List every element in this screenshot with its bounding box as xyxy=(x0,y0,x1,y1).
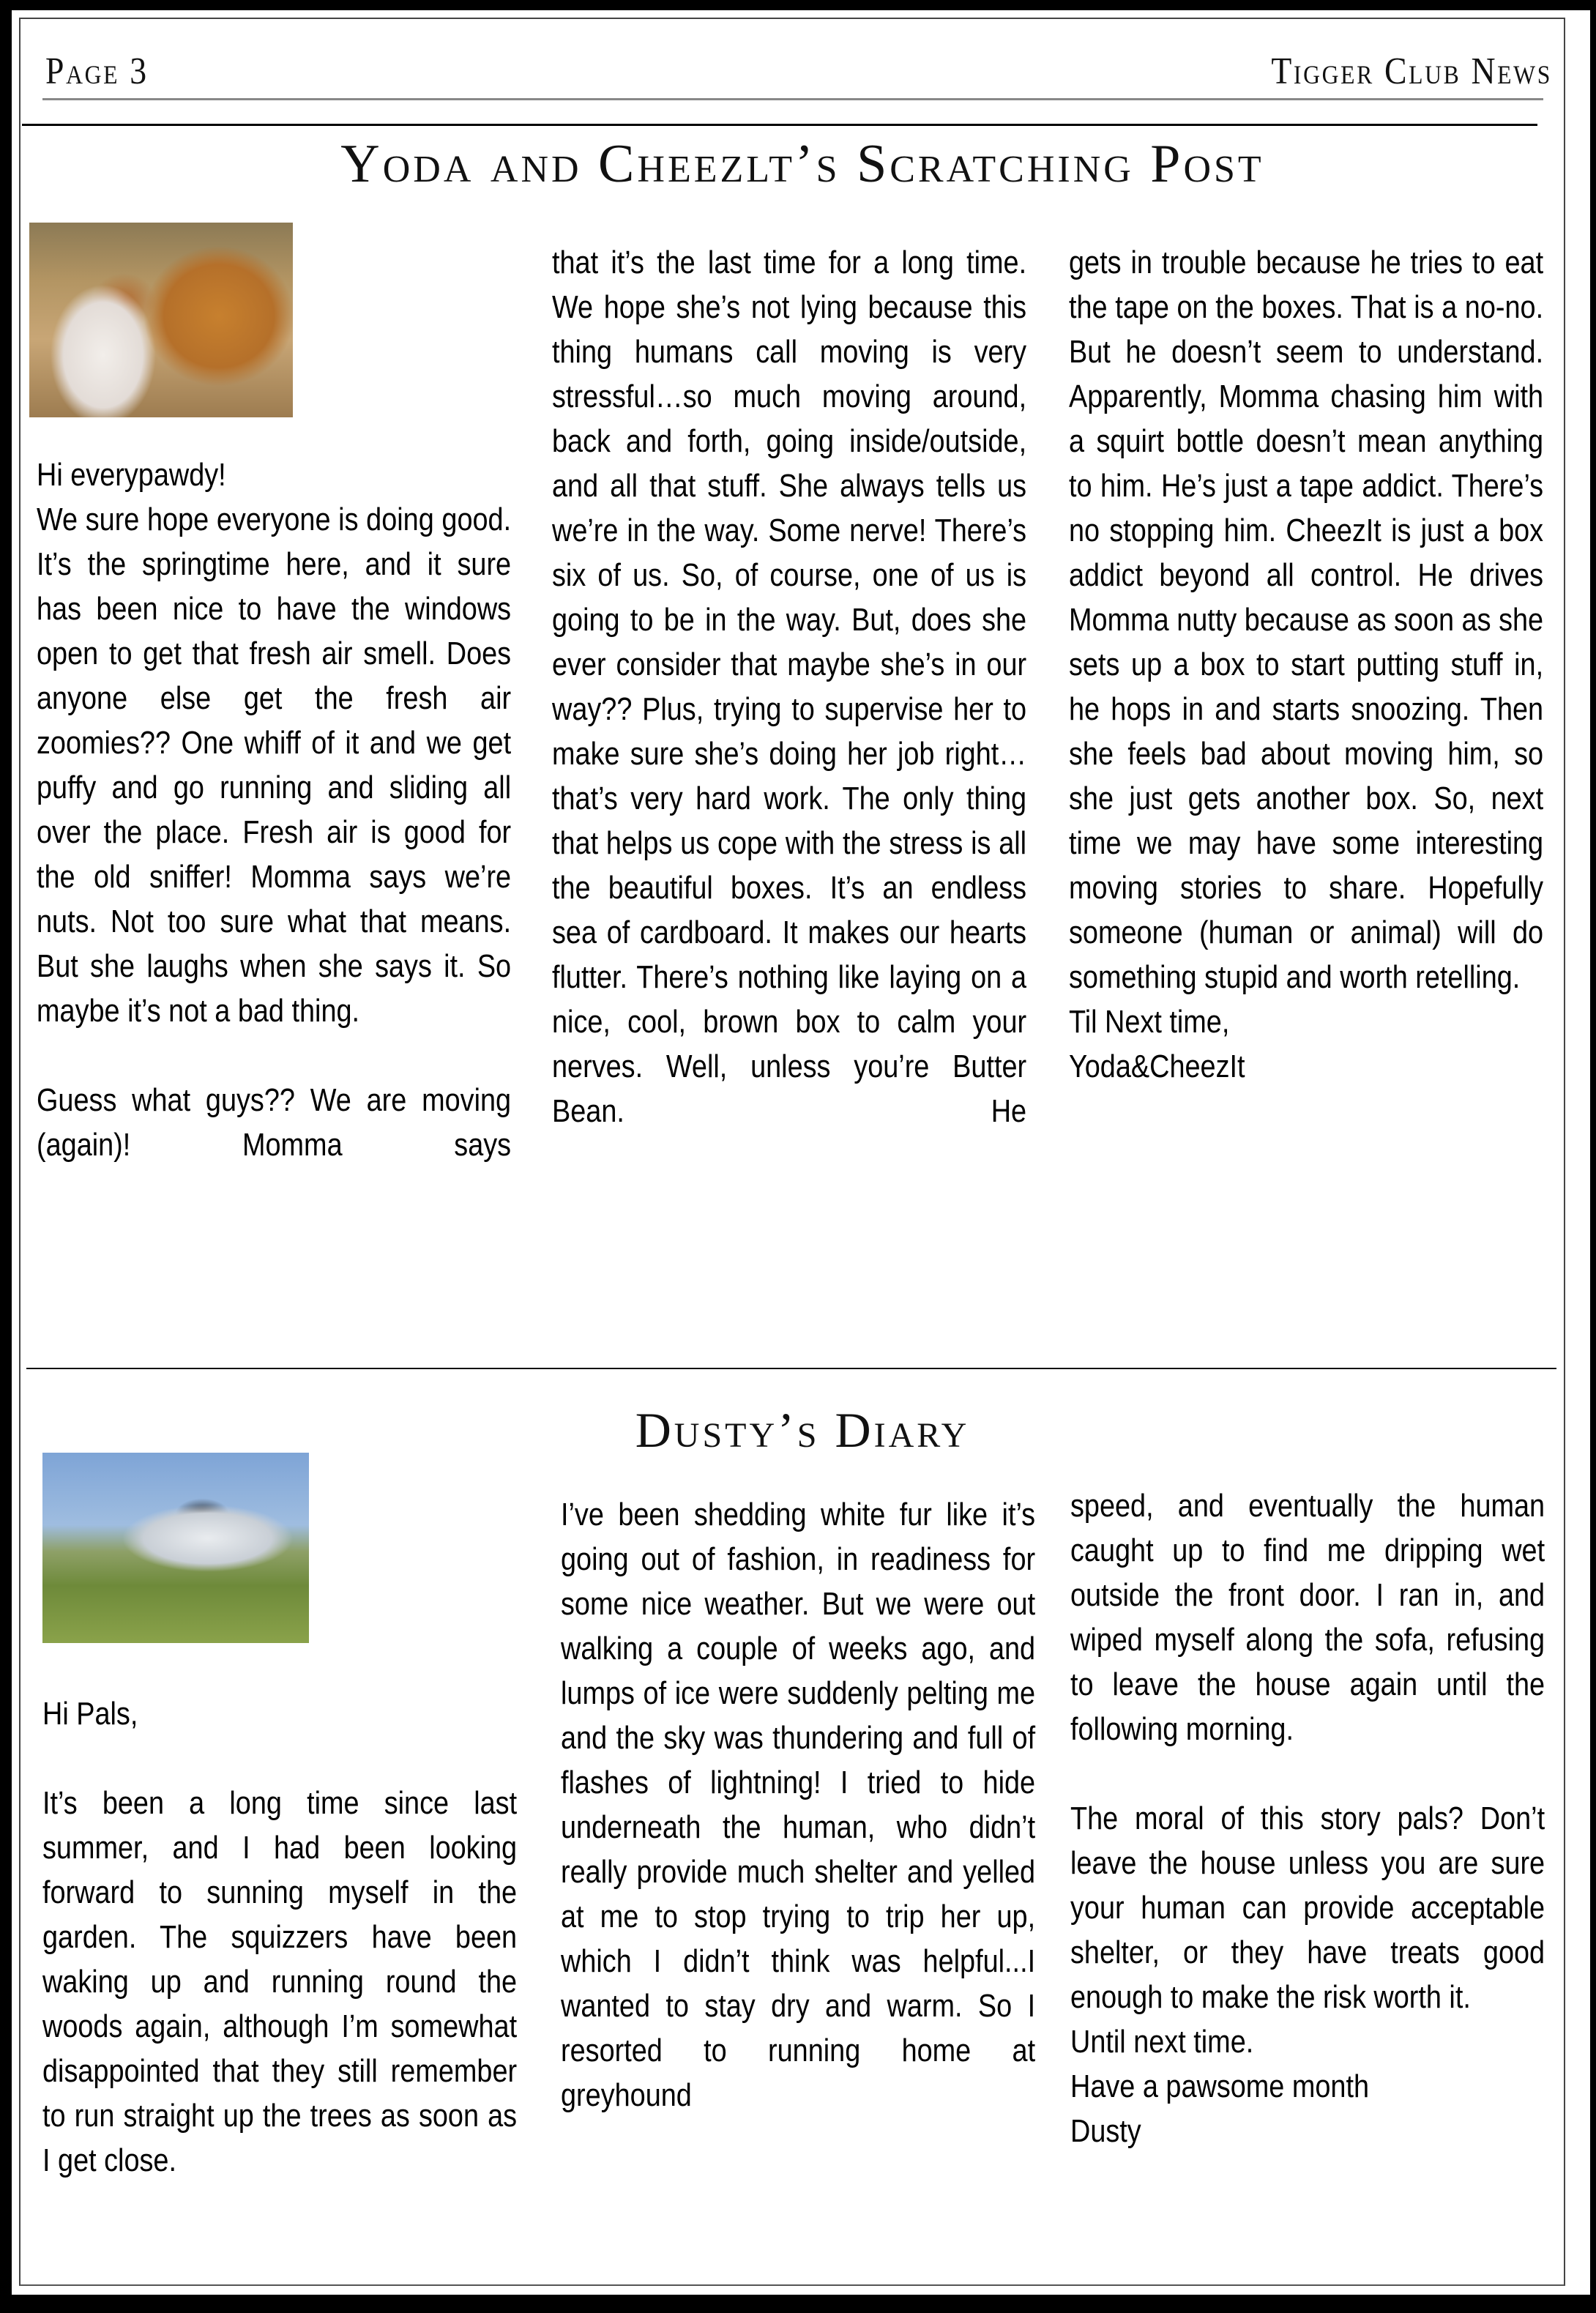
paragraph: Til Next time, xyxy=(1069,1004,1230,1040)
paragraph-gap xyxy=(42,1736,517,1781)
paragraph-gap xyxy=(1070,1751,1545,1796)
article-column xyxy=(1069,240,1543,1089)
paragraph: Hi everypawdy! xyxy=(37,457,226,493)
article-column xyxy=(1070,1483,1545,2153)
article-column xyxy=(561,1492,1035,2118)
paragraph: I’ve been shedding white fur like it’s going out of fashion, in readiness for some nice weather. But we were out walking a couple of weeks ago, and lumps of ice were suddenly pelting me and the sky was thundering and full of flashes of lightning! I tried to hide underneath the human, who didn’t really provide much shelter and yelled at me to stop trying to trip her up, which I didn’t think was helpful...I wanted to stay dry and warm. So I resorted to running home at greyhound xyxy=(561,1497,1036,2113)
paragraph: It’s been a long time since last summer, and I had been looking forward to sunning myself in the garden. The squizzers have been waking up and running round the woods again, although I’m somewhat disappointed that they still remember to run straight up the trees as soon as I get close. xyxy=(42,1785,518,2178)
paragraph: gets in trouble because he tries to eat the tape on the boxes. That is a no-no. But he doesn’t seem to understand. Apparently, Momma chasing him with a squirt bottle doesn’t mean anything to him. He’s just a tape addict. There’s no stopping him. CheezIt is just a box addict beyond all control. He drives Momma nutty because as soon as she sets up a box to start putting stuff in, he hops in and starts snoozing. Then she feels bad about moving him, so she just gets another box. So, next time we may have some interesting moving stories to share. Hopefully someone (human or animal) will do something stupid and worth retelling. xyxy=(1069,245,1544,995)
article-column xyxy=(42,1691,517,2183)
paragraph: Until next time. xyxy=(1070,2024,1254,2060)
paragraph: The moral of this story pals? Don’t leave the house unless you are sure your human can provide acceptable shelter, or they have treats good enough to make the risk worth it. xyxy=(1070,1800,1545,2015)
paragraph: Hi Pals, xyxy=(42,1696,138,1732)
paragraph: Dusty xyxy=(1070,2113,1141,2149)
photo-greyhound xyxy=(42,1453,309,1643)
newsletter-page xyxy=(12,10,1590,2295)
photo-two-cats xyxy=(29,223,293,417)
publication-title: Tigger Club News xyxy=(1271,51,1552,92)
page-number: Page 3 xyxy=(45,51,149,92)
paragraph: that it’s the last time for a long time. We hope she’s not lying because this thing humans call moving is very stressful…so much moving around, back and forth, going inside/outside, and all that stuff. She always tells us we’re in the way. Some nerve! There’s six of us. So, of course, one of us is going to be in the way. But, does she ever consider that maybe she’s in our way?? Plus, trying to supervise her to make sure she’s doing her job right…that’s very hard work. The only thing that helps us cope with the stress is all the beautiful boxes. It’s an endless sea of cardboard. It makes our hearts flutter. There’s nothing like laying on a nice, cool, brown box to calm your nerves. Well, unless you’re Butter Bean. He xyxy=(552,245,1027,1129)
article-title: Yoda and Cheezlt’s Scratching Post xyxy=(340,134,1264,194)
paragraph: Yoda&CheezIt xyxy=(1069,1049,1245,1084)
article-title: Dusty’s Diary xyxy=(635,1402,970,1458)
paragraph: speed, and eventually the human caught up to find me dripping wet outside the front door. I ran in, and wiped myself along the sofa, refusing to leave the house again until the following morning. xyxy=(1070,1488,1545,1747)
article-column xyxy=(552,240,1026,1133)
document-sheet xyxy=(6,7,1587,2301)
header-rule xyxy=(42,98,1543,100)
paragraph: We sure hope everyone is doing good. It’s the springtime here, and it sure has been nice to have the windows open to get that fresh air smell. Does anyone else get the fresh air zoomies?? One whiff of it and we get puffy and go running and sliding all over the place. Fresh air is good for the old sniffer! Momma says we’re nuts. Not too sure what that means. But she laughs when she says it. So maybe it’s not a bad thing. xyxy=(37,502,512,1029)
article-column xyxy=(37,452,511,1167)
paragraph-gap xyxy=(37,1033,511,1078)
paragraph: Guess what guys?? We are moving (again)! Momma says xyxy=(37,1082,512,1163)
paragraph: Have a pawsome month xyxy=(1070,2068,1370,2104)
section-divider xyxy=(26,1368,1556,1369)
header-divider xyxy=(22,124,1537,126)
